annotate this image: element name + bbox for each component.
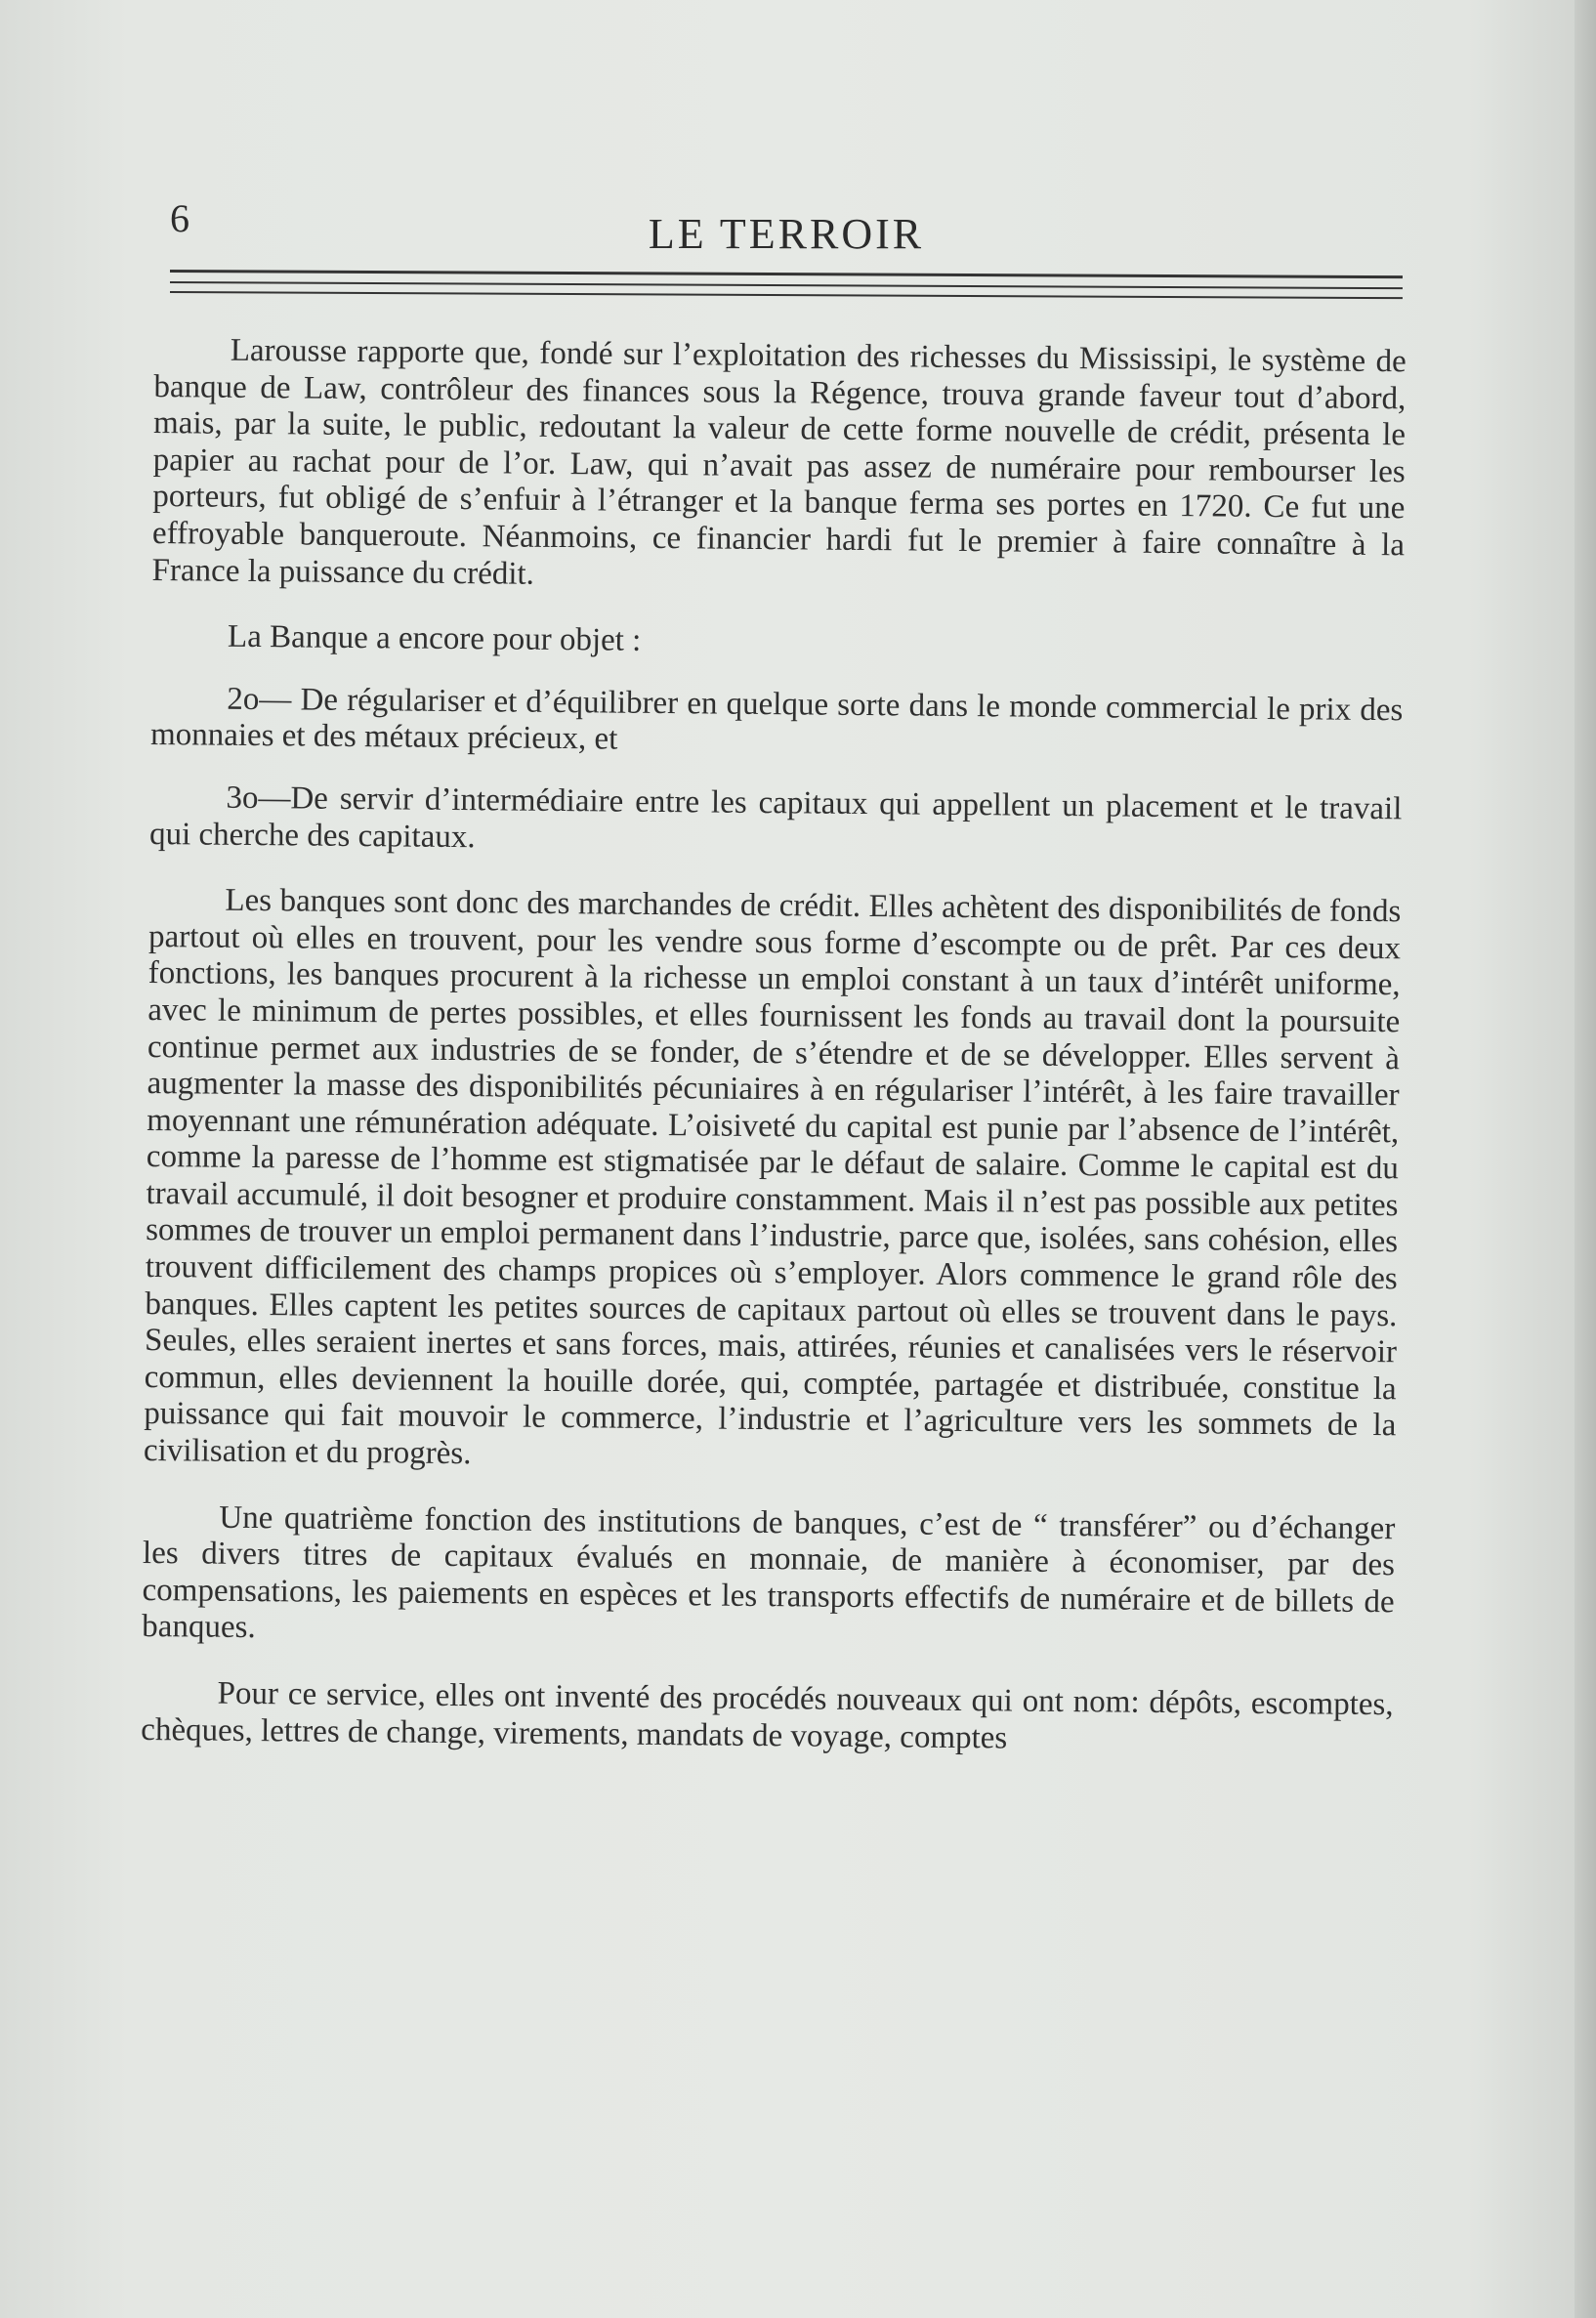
paragraph-bank-purpose-intro: La Banque a encore pour objet : [227,618,642,658]
journal-title: LE TERROIR [648,210,925,258]
header-rule-top [170,270,1403,278]
page-number: 6 [170,196,189,240]
article-body [141,332,1407,1790]
paragraph-point-3: 3o—De servir d’intermédiaire entre les capitaux qui appellent un placement et le travail qui cherche des capitaux. [148,780,1403,855]
paragraph-credit-merchants: Les banques sont donc des marchandes de crédit. Elles achètent des disponibilités de fonds partout où elles en trouvent, pour les vendre sous forme d’escompte ou de prêt. Par ces deux fonctions, les banques procurent à la richesse un emploi constant à un taux d’intérêt uniforme, avec le minimum de pertes possibles, et elles fournissent les fonds au travail dont la poursuite continue permet aux industries de se fonder, de s’étendre et de se développer. Elles servent à augmenter la masse des disponibilités pécuniaires à en régulariser l’intérêt, à les faire travailler moyennant une rémunération adéquate. L’oisiveté du capital est punie par l’absence de l’intérêt, comme la paresse de l’homme est stigmatisée par le défaut de salaire. Comme le capital est du travail accumulé, il doit besogner et produire constamment. Mais il n’est pas possible aux petites sommes de trouver un emploi permanent dans l’industrie, parce que, isolées, sans cohésion, elles trouvent difficilement des champs propices où s’employer. Alors commence le grand rôle des banques. Elles captent les petites sources de capitaux partout où elles se trouvent dans le pays. Seules, elles seraient inertes et sans forces, mais, attirées, réunies et canalisées vers le réservoir commun, elles deviennent la houille dorée, qui, comptée, partagée et distribuée, constitue la puissance qui fait mouvoir le commerce, l’industrie et l’agriculture vers les sommets de la civilisation et du progrès. [143,882,1402,1472]
header-rule-bottom [170,291,1403,299]
page-edge [1575,0,1596,2318]
paragraph-fourth-function: Une quatrième fonction des institutions de banques, c’est de “ transférer” ou d’échanger les divers titres de capitaux évalués en monnaie, de manière à économiser, par des compensations, les paiements en espèces et les transports effectifs de numéraire et de billets de banques. [142,1499,1396,1646]
paragraph-services: Pour ce service, elles ont inventé des procédés nouveaux qui ont nom: dépôts, escomptes, chèques, lettres de change, virements, mandats de voyage, comptes [141,1675,1394,1756]
paragraph-law-history: Larousse rapporte que, fondé sur l’exploitation des richesses du Mississipi, le système de banque de Law, contrôleur des finances sous la Régence, trouva grande faveur tout d’abord, mais, par la suite, le public, redoutant la valeur de cette forme nouvelle de crédit, présenta le papier au rachat pour de l’or. Law, qui n’avait pas assez de numéraire pour rembourser les porteurs, fut obligé de s’enfuir à l’étranger et la banque ferma ses portes en 1720. Ce fut une effroyable banqueroute. Néanmoins, ce financier hardi fut le premier à faire connaître à la France la puissance du crédit. [151,332,1407,592]
header-rule-middle [170,281,1403,289]
paragraph-point-2: 2o— De régulariser et d’équilibrer en quelque sorte dans le monde commercial le prix des monnaies et des métaux précieux, et [149,681,1404,757]
running-header [166,195,1407,264]
